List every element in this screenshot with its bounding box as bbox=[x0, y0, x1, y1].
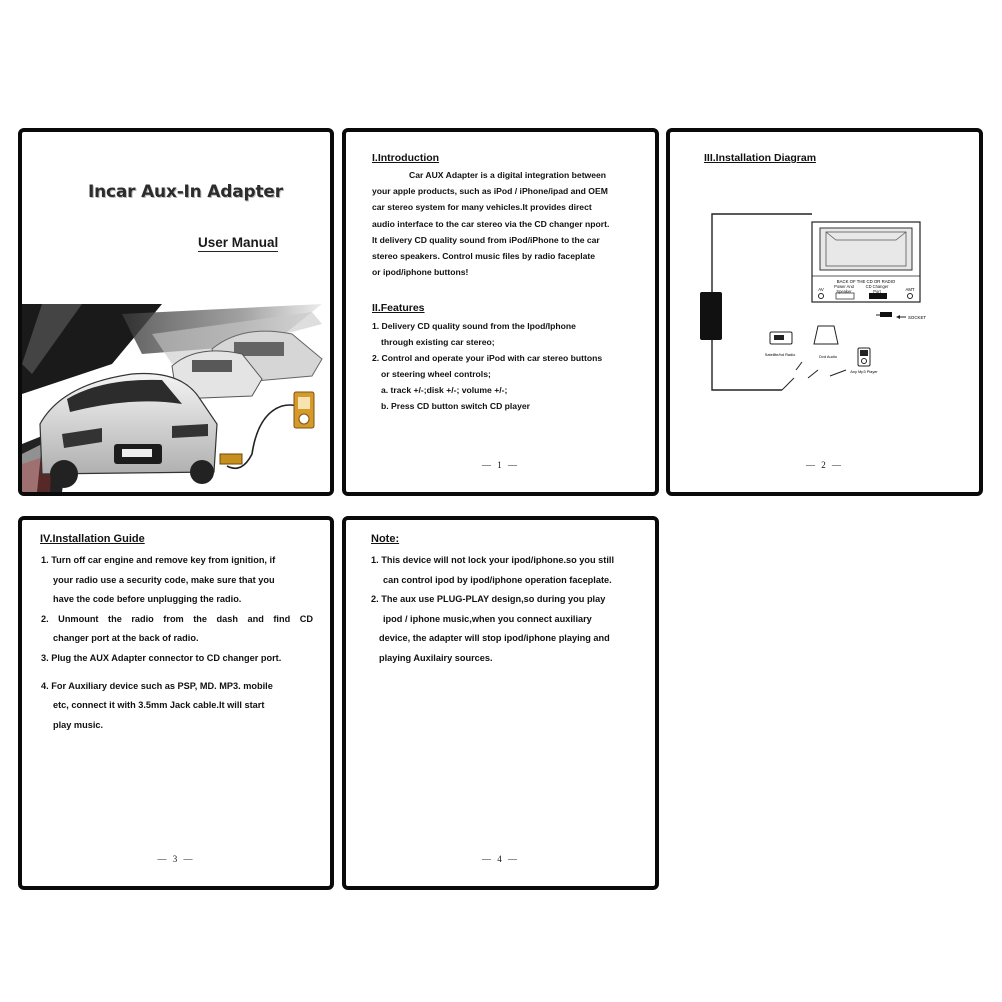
intro-paragraph bbox=[372, 167, 612, 280]
page-number: — 3 — bbox=[157, 854, 195, 864]
port-label: Power And Speaker bbox=[834, 285, 854, 294]
intro-line: your apple products, such as iPod / iPhone/ipad and OEM bbox=[372, 186, 608, 197]
intro-line: or ipod/iphone buttons! bbox=[372, 267, 469, 278]
note-heading: Note: bbox=[371, 533, 400, 545]
guide-list bbox=[41, 551, 313, 735]
list-item: playing Auxilairy sources. bbox=[379, 652, 493, 663]
list-item: can control ipod by ipod/iphone operation faceplate. bbox=[383, 574, 612, 585]
list-item: 1. Delivery CD quality sound from the Ipod/Iphone bbox=[372, 321, 576, 331]
cover-page bbox=[18, 128, 334, 496]
list-item: 1. Turn off car engine and remove key from ignition, if bbox=[41, 555, 276, 565]
port-label: AV bbox=[818, 287, 824, 292]
page-number: — 1 — bbox=[482, 460, 519, 470]
cover-title: Incar Aux-In Adapter bbox=[88, 182, 283, 202]
guide-page bbox=[18, 516, 334, 890]
dvd-laptop-icon bbox=[814, 326, 838, 344]
page-number: — 2 — bbox=[806, 460, 843, 470]
socket-connector bbox=[880, 312, 892, 317]
list-item: play music. bbox=[53, 719, 104, 730]
intro-heading: I.Introduction bbox=[372, 152, 440, 164]
cover-car-illustration bbox=[22, 304, 330, 492]
installation-diagram bbox=[670, 192, 979, 402]
list-item: 1. This device will not lock your ipod/iphone.so you still bbox=[371, 555, 614, 565]
intro-line: It delivery CD quality sound from iPod/iPhone to the car bbox=[372, 234, 600, 245]
port-label: AMT bbox=[905, 287, 915, 292]
intro-line: car stereo system for many vehicles.It provides direct bbox=[372, 202, 592, 213]
note-page bbox=[342, 516, 659, 890]
device-label: Dvd Audio bbox=[819, 354, 837, 359]
list-item: or steering wheel controls; bbox=[381, 369, 491, 379]
list-item: your radio use a security code, make sure that you bbox=[53, 574, 275, 585]
list-item: changer port at the back of radio. bbox=[53, 633, 199, 644]
list-item: through existing car stereo; bbox=[381, 337, 495, 347]
socket-label: SOCKET bbox=[908, 315, 927, 320]
intro-line: stereo speakers. Control music files by radio faceplate bbox=[372, 251, 596, 262]
note-list bbox=[371, 551, 639, 669]
intro-page bbox=[342, 128, 659, 496]
device-label: Any Mp3 Player bbox=[850, 369, 878, 374]
list-item: 4. For Auxiliary device such as PSP, MD. MP3. mobile bbox=[41, 680, 273, 691]
features-heading: II.Features bbox=[372, 302, 425, 314]
list-item: etc, connect it with 3.5mm Jack cable.It will start bbox=[53, 700, 265, 711]
list-item: b. Press CD button switch CD player bbox=[381, 401, 530, 411]
list-item: 2. The aux use PLUG-PLAY design,so during you play bbox=[371, 594, 606, 605]
adapter-box bbox=[700, 292, 722, 340]
list-item: 3. Plug the AUX Adapter connector to CD changer port. bbox=[41, 652, 282, 663]
features-list bbox=[372, 318, 622, 414]
diagram-page bbox=[666, 128, 983, 496]
list-item: 2. Unmount the radio from the dash and find CD bbox=[41, 613, 313, 624]
cover-subtitle: User Manual bbox=[198, 235, 279, 250]
page-number: — 4 — bbox=[482, 854, 519, 864]
intro-line: audio interface to the car stereo via the CD changer nport. bbox=[372, 218, 610, 229]
device-label: Satellite/hd Radio bbox=[764, 352, 796, 357]
list-item: have the code before unplugging the radio. bbox=[53, 594, 242, 605]
guide-heading: IV.Installation Guide bbox=[40, 533, 145, 545]
radio-label: BACK OF THE CD OR RADIO bbox=[836, 279, 896, 284]
diagram-heading: III.Installation Diagram bbox=[704, 152, 817, 164]
list-item: a. track +/-;disk +/-; volume +/-; bbox=[381, 385, 508, 395]
list-item: ipod / iphone music,when you connect auxiliary bbox=[383, 613, 592, 624]
adapter-wire bbox=[712, 214, 812, 292]
port-label: CD Changer Port bbox=[865, 285, 889, 294]
intro-line: Car AUX Adapter is a digital integration between bbox=[409, 170, 607, 180]
list-item: 2. Control and operate your iPod with car stereo buttons bbox=[372, 353, 603, 363]
list-item: device, the adapter will stop ipod/iphone playing and bbox=[379, 633, 610, 644]
